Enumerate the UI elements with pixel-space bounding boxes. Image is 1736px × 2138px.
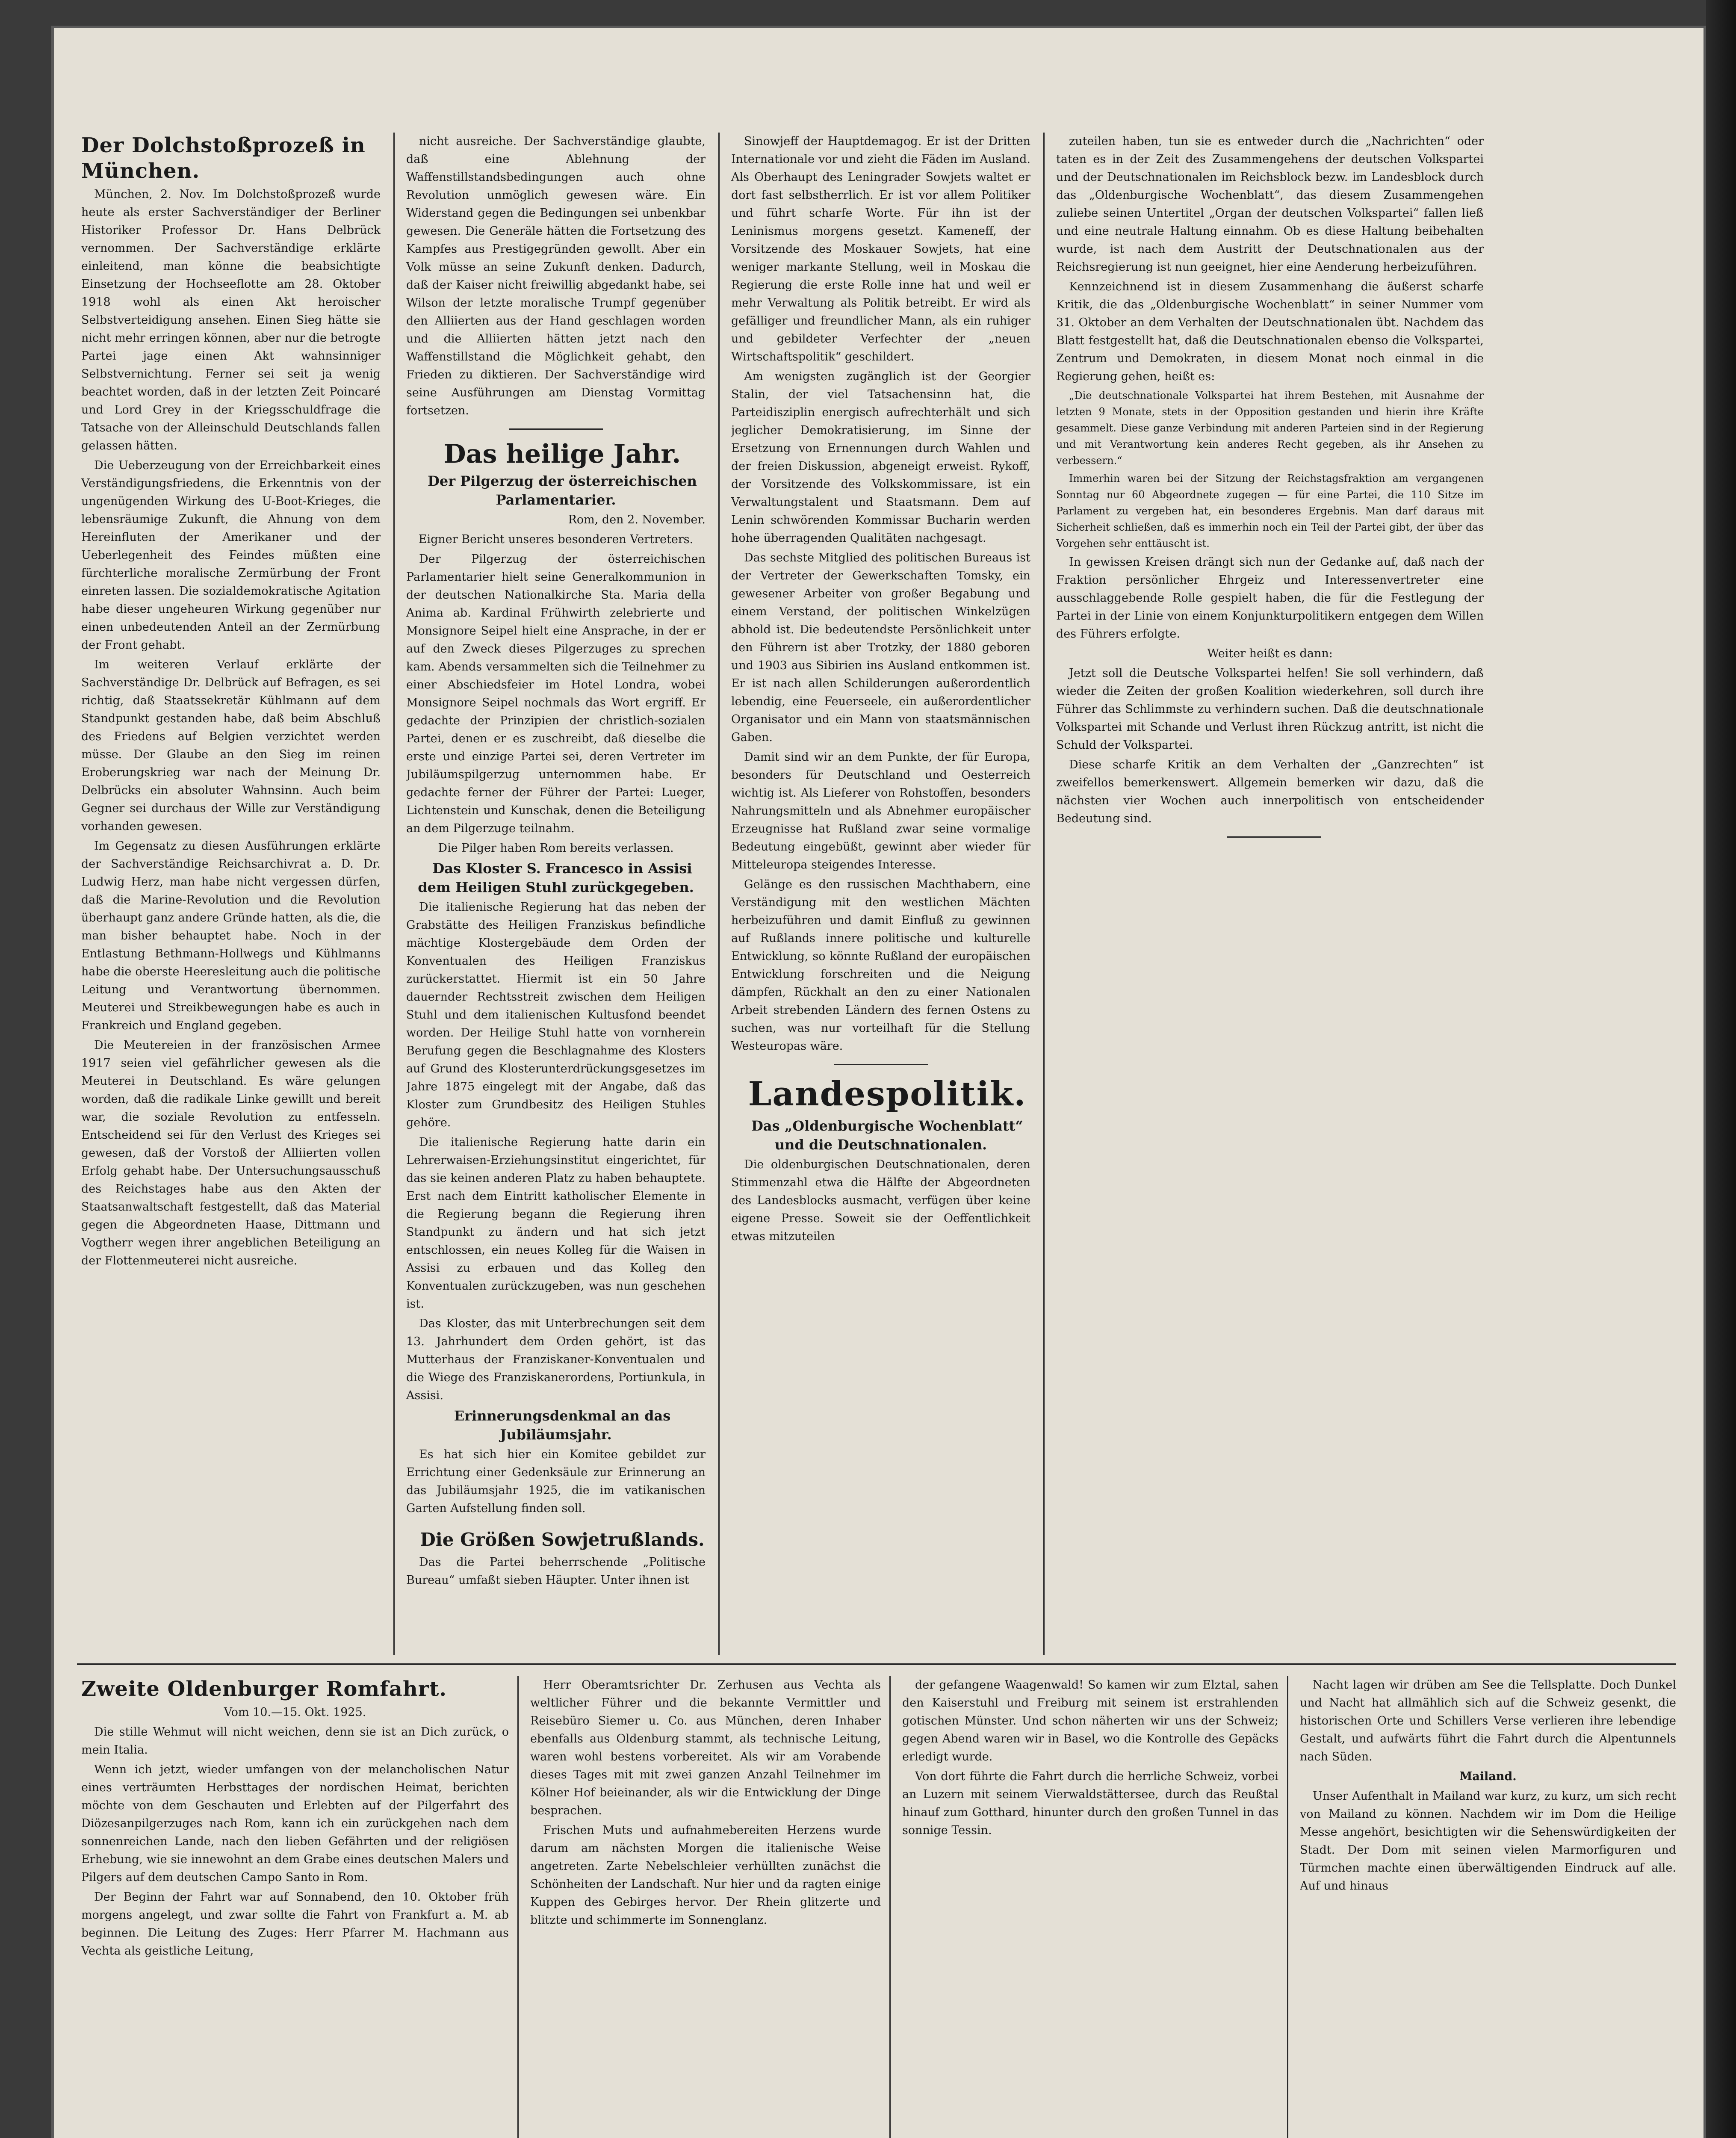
column-3 <box>731 133 1030 1655</box>
column-divider <box>889 1676 891 2138</box>
paragraph: Die Pilger haben Rom bereits verlassen. <box>438 842 674 855</box>
romfahrt-column-3 <box>902 1676 1278 2138</box>
article-separator <box>1227 836 1321 838</box>
subheadline-wochenblatt: Das „Oldenburgische Wochenblatt“ und die Deutschnationalen. <box>751 1118 1023 1153</box>
paragraph: Der Beginn der Fahrt war auf Sonnabend, den 10. Oktober früh morgens angelegt, und zwar sollte die Fahrt von Frankfurt a. M. ab beginnen. Die Leitung des Zuges: Herr Pfarrer M. Hachmann aus Vechta als geistliche Leitung, <box>81 1890 509 1958</box>
paragraph: Der Pilgerzug der österreichischen Parlamentarier hielt seine Generalkommunion in der deutschen Nationalkirche Sta. Maria della Anima ab. Kardinal Frühwirth zelebrierte und Monsignore Seipel hielt eine Ansprache, in der er auf den Zweck dieses Pilgerzuges zu sprechen kam. Abends versammelten sich die Teilnehmer zu einer Abschiedsfeier im Hotel Londra, wobei Monsignore Seipel nochmals das Wort ergriff. Er gedachte der Prinzipien der christlich-sozialen Partei, denen er es zuschreibt, daß dieselbe die erste und einzige Partei sei, deren Vertreter im Jubiläumspilgerzug unternommen habe. Er gedachte ferner der Führer der Partei: Lueger, Lichtenstein und Kunschak, denen die Beteiligung an dem Pilgerzuge teilnahm. <box>406 552 706 835</box>
paragraph: Im Gegensatz zu diesen Ausführungen erklärte der Sachverständige Reichsarchivrat a. D. Dr. Ludwig Herz, man habe nicht vergessen dürfen, daß die Marine-Revolution und die Revolution überhaupt ganz andere Gründe hatten, als die, die man bisher behauptet habe. Noch in der Entlastung Bethmann-Hollwegs und Kühlmanns habe die oberste Heeresleitung auch die politische Leitung und Verantwortung übernommen. Meuterei und Streikbewegungen habe es auch in Frankreich und England gegeben. <box>81 839 381 1032</box>
paragraph: der gefangene Waagenwald! So kamen wir zum Elztal, sahen den Kaiserstuhl und Freiburg mit seinem ist erstrahlenden gotischen Münster. Und schon näherten wir uns der Schweiz; gegen Abend waren wir in Basel, wo die Kontrolle des Gepäcks erledigt wurde. <box>902 1678 1278 1763</box>
column-2 <box>406 133 706 1655</box>
subheadline-pilgerzug: Der Pilgerzug der österreichischen Parlamentarier. <box>428 473 697 508</box>
paragraph: Die oldenburgischen Deutschnationalen, deren Stimmenzahl etwa die Hälfte der Abgeordneten des Landesblocks ausmacht, verfügen über keine eigene Presse. Soweit sie der Oeffentlichkeit etwas mitzuteilen <box>731 1158 1030 1243</box>
romfahrt-column-4 <box>1300 1676 1676 2138</box>
section-divider <box>77 1663 1676 1665</box>
headline-landespolitik: Landespolitik. <box>748 1075 1027 1113</box>
article-separator <box>509 428 603 430</box>
paragraph: München, 2. Nov. Im Dolchstoßprozeß wurde heute als erster Sachverständiger der Berliner Historiker Professor Dr. Hans Delbrück vernommen. Der Sachverständige erklärte einleitend, man könne die beabsichtigte Einsetzung der Hochseeflotte am 28. Oktober 1918 wohl als einen Akt heroischer Selbstverteidigung ansehen. Einen Sieg hätte sie nicht mehr erringen können, aber nur die betrogte Partei jage einen Akt wahnsinniger Selbstvernichtung. Ferner sei seit ja wenig beachtet worden, daß in der letzten Zeit Poincaré und Lord Grey in der Kriegsschuldfrage die Tatsache von der Alleinschuld Deutschlands fallen gelassen hätten. <box>81 188 381 452</box>
paragraph: Am wenigsten zugänglich ist der Georgier Stalin, der viel Tatsachensinn hat, die Parteidisziplin energisch aufrechterhält und sich jeglicher Demokratisierung, im Sinne der Ersetzung von Ernennungen durch Wahlen und der freien Diskussion, abgeneigt erweist. Rykoff, der Vorsitzende des Volkskommissare, ist ein Verwaltungstalent und Staatsmann. Dem auf Lenin schwörenden Kommissar Bucharin werden hohe überragenden Qualitäten nachgesagt. <box>731 370 1030 545</box>
newspaper-page <box>51 26 1706 2138</box>
paragraph: Die stille Wehmut will nicht weichen, denn sie ist an Dich zurück, o mein Italia. <box>81 1725 509 1757</box>
column-divider <box>718 133 720 1655</box>
headline-sowjet: Die Größen Sowjetrußlands. <box>420 1529 705 1550</box>
headline-dolchstoss: Der Dolchstoßprozeß in München. <box>81 133 366 183</box>
paragraph: Die italienische Regierung hat das neben der Grabstätte des Heiligen Franziskus befindliche mächtige Klostergebäude dem Orden der Konventualen des Heiligen Franziskus zurückerstattet. Hiermit ist ein 50 Jahre dauernder Rechtsstreit zwischen dem Heiligen Stuhl und dem italienischen Kultusfond beendet worden. Der Heilige Stuhl hatte von vornherein Berufung gegen die Beschlagnahme des Klosters auf Grund des Klosterunterdrückungsgesetzes im Jahre 1875 eingelegt mit der Angabe, daß das Kloster zum Grundbesitz des Heiligen Stuhles gehöre. <box>406 901 706 1129</box>
headline-heilige-jahr: Das heilige Jahr. <box>443 439 681 469</box>
paragraph: Gelänge es den russischen Machthabern, eine Verständigung mit den westlichen Mächten herbeizuführen und damit Einfluß zu gewinnen auf Rußlands innere politische und kulturelle Entwicklung, so könnte Rußland der europäischen Entwicklung forschreiten und die Neigung dämpfen, Rückhalt an den zu einer Nationalen Arbeit strebenden Ländern des fernen Ostens zu suchen, was nur vorteilhaft für die Stellung Westeuropas wäre. <box>731 878 1030 1053</box>
article-separator <box>834 1064 928 1065</box>
paragraph: Sinowjeff der Hauptdemagog. Er ist der Dritten Internationale vor und zieht die Fäden im Ausland. Als Oberhaupt des Leningrader Sowjets waltet er dort fast selbstherrlich. Er ist vor allem Politiker und führt scharfe Worte. Für ihn ist der Leninismus morgens gesetzt. Kameneff, der Vorsitzende des Moskauer Sowjets, hat eine weniger markante Stellung, weil in Moskau die Regierung die erste Rolle inne hat und weil er mehr Verwaltung als Politik betreibt. Er wird als gefälliger und freundlicher Mann, als ein ruhiger und gebildeter Verfechter der „neuen Wirtschaftspolitik“ geschildert. <box>731 135 1030 363</box>
paragraph: Die Ueberzeugung von der Erreichbarkeit eines Verständigungsfriedens, die Erkenntnis von der ungenügenden Wirkung des U-Boot-Krieges, die lebensräumige Zukunft, die Ahnung von dem Hereinfluten der Amerikaner und der Ueberlegenheit des Feindes müßten eine fürchterliche moralische Zermürbung der Front einreten lassen. Die sozialdemokratische Agitation habe dieser ungeheuren Wirkung gegenüber nur einen unbedeutenden Anteil an der Zermürbung der Front gehabt. <box>81 459 381 652</box>
paragraph: In gewissen Kreisen drängt sich nun der Gedanke auf, daß nach der Fraktion persönlicher Ehrgeiz und Interessenvertreter eine ausschlaggebende Rolle gespielt haben, die für die Festlegung der Partei in der Linie von einem Konjunkturpolitikern entgegen dem Willen des Führers erfolgte. <box>1056 555 1484 641</box>
column-divider <box>517 1676 519 2138</box>
dateline-romfahrt: Vom 10.—15. Okt. 1925. <box>224 1706 366 1719</box>
romfahrt-column-2 <box>530 1676 881 2138</box>
paragraph: Kennzeichnend ist in diesem Zusammenhang die äußerst scharfe Kritik, die das „Oldenburgische Wochenblatt“ in seiner Nummer vom 31. Oktober an dem Verhalten der Deutschnationalen übt. Nachdem das Blatt festgestellt hat, daß die Deutschnationalen ebenso die Volkspartei, Zentrum und Demokraten, in diesem Monat noch einmal in die Regierung gehen, heißt es: <box>1056 280 1484 383</box>
paragraph: Im weiteren Verlauf erklärte der Sachverständige Dr. Delbrück auf Befragen, es sei richtig, daß Staatssekretär Kühlmann auf dem Standpunkt gestanden habe, daß beim Abschluß des Friedens auf Belgien verzichtet werden müsse. Der Glaube an den Sieg im reinen Eroberungskrieg war nach der Meinung Dr. Delbrücks ein absoluter Wahnsinn. Auch beim Gegner sei durchaus der Wille zur Verständigung vorhanden gewesen. <box>81 658 381 833</box>
paragraph: Die Meutereien in der französischen Armee 1917 seien viel gefährlicher gewesen als die Meuterei in Deutschland. Es wäre gelungen worden, daß die radikale Linke gewillt und bereit war, die soziale Revolution zu entfesseln. Entscheidend sei für den Verlust des Krieges sei gewesen, daß der Vorstoß der Alliierten vollen Erfolg gehabt habe. Der Untersuchungsausschuß des Reichstages habe aus den Akten der Staatsanwaltschaft festgestellt, daß das Material gegen die Abgeordneten Haase, Dittmann und Vogtherr wegen ihrer angeblichen Beteiligung an der Flottenmeuterei nicht ausreiche. <box>81 1039 381 1267</box>
paragraph: Immerhin waren bei der Sitzung der Reichstagsfraktion am vergangenen Sonntag nur 60 Abgeordnete zugegen — für eine Partei, die 110 Sitze im Parlament zu vergeben hat, ein besonderes Ergebnis. Man darf daraus mit Sicherheit schließen, daß es immerhin noch ein Teil der Partei gibt, der über das Vorgehen sehr enttäuscht ist. <box>1056 472 1484 549</box>
binding-edge <box>1706 0 1736 2138</box>
paragraph: Frischen Muts und aufnahmebereiten Herzens wurde darum am nächsten Morgen die italienische Weise angetreten. Zarte Nebelschleier verhüllten zunächst die Schönheiten der Landschaft. Nur hier und da ragten einige Kuppen des Gebirges hervor. Der Rhein glitzerte und blitzte und schimmerte im Sonnenglanz. <box>530 1824 881 1927</box>
paragraph: Die italienische Regierung hatte darin ein Lehrerwaisen-Erziehungsinstitut eingerichtet, für das sie keinen anderen Platz zu haben behauptete. Erst nach dem Eintritt katholischer Elemente in die Regierung begann die Regierung ihren Standpunkt zu ändern und hat sich jetzt entschlossen, ein neues Kolleg für die Waisen in Assisi zu erbauen und das Kolleg den Konventualen zurückzugeben, was nun geschehen ist. <box>406 1136 706 1311</box>
headline-kloster: Das Kloster S. Francesco in Assisi dem Heiligen Stuhl zurückgegeben. <box>418 860 694 895</box>
paragraph: Wenn ich jetzt, wieder umfangen von der melancholischen Natur eines verträumten Herbsttages der nordischen Heimat, berichten möchte von dem Geschauten und Erlebten auf der Pilgerfahrt des Diözesanpilgerzuges nach Rom, kann ich ein zurückgehen nach dem sonnenreichen Lande, nach den lieben Gefährten und der religiösen Erhebung, wie sie innewohnt an dem Grabe eines deutschen Malers und Pilgers auf dem deutschen Campo Santo in Rom. <box>81 1763 509 1884</box>
column-divider <box>393 133 395 1655</box>
headline-erinnerung: Erinnerungsdenkmal an das Jubiläumsjahr. <box>454 1408 671 1443</box>
headline-romfahrt: Zweite Oldenburger Romfahrt. <box>81 1677 447 1701</box>
paragraph: Unser Aufenthalt in Mailand war kurz, zu kurz, um sich recht von Mailand zu können. Nachdem wir im Dom die Heilige Messe angehört, besichtigten wir die Sehenswürdigkeiten der Stadt. Der Dom mit seinen vielen Marmorfiguren und Türmchen machte einen überwältigenden Eindruck auf alle. Auf und hinaus <box>1300 1790 1676 1893</box>
paragraph: nicht ausreiche. Der Sachverständige glaubte, daß eine Ablehnung der Waffenstillstandsbedingungen auch ohne Revolution unmöglich gewesen wäre. Ein Widerstand gegen die Bedingungen sei unbenkbar gewesen. Die Generäle hätten die Fortsetzung des Kampfes aus Prestigegründen gewollt. Aber ein Volk müsse an seine Zukunft denken. Dadurch, daß der Kaiser nicht freiwillig abgedankt habe, sei Wilson der letzte moralische Trumpf gegenüber den Alliierten aus der Hand geschlagen worden und die Alliierten hätten jetzt nach den Waffenstillstand die Möglichkeit gehabt, den Frieden zu diktieren. Der Sachverständige wird seine Ausführungen am Dienstag Vormittag fortsetzen. <box>406 135 706 417</box>
paragraph: „Die deutschnationale Volkspartei hat ihrem Bestehen, mit Ausnahme der letzten 9 Monate, stets in der Opposition gestanden und hierin ihre Kräfte gesammelt. Diese ganze Verbindung mit anderen Parteien sind in der Regierung und mit Verantwortung kein anderes Recht gegeben, als ihr Ansehen zu verbessern.“ <box>1056 390 1484 467</box>
paragraph: Herr Oberamtsrichter Dr. Zerhusen aus Vechta als weltlicher Führer und die bekannte Vermittler und Reisebüro Siemer u. Co. aus München, deren Inhaber ebenfalls aus Oldenburg stammt, als technische Leitung, waren wohl bestens vorbereitet. Als wir am Vorabende dieses Tages mit mit zwei ganzen Anzahl Teilnehmer im Kölner Hof beieinander, als wir die Entwicklung der Dinge besprachen. <box>530 1678 881 1817</box>
paragraph: Von dort führte die Fahrt durch die herrliche Schweiz, vorbei an Luzern mit seinem Vierwaldstättersee, durch das Reußtal hinauf zum Gotthard, hinunter durch den großen Tunnel in das sonnige Tessin. <box>902 1770 1278 1837</box>
paragraph: Diese scharfe Kritik an dem Verhalten der „Ganzrechten“ ist zweifellos bemerkenswert. Allgemein bemerken wir dazu, daß die nächsten vier Wochen auch innerpolitisch von entscheidender Bedeutung sind. <box>1056 758 1484 825</box>
byline: Eigner Bericht unseres besonderen Vertreters. <box>418 533 694 546</box>
paragraph: Das sechste Mitglied des politischen Bureaus ist der Vertreter der Gewerkschaften Tomsky, ein gewesener Arbeiter von großer Begabung und einem Verstand, der politischen Winkelzügen abhold ist. Die bedeutendste Persönlichkeit unter den Führern ist aber Trotzky, der 1880 geboren und 1903 aus Sibirien ins Ausland entkommen ist. Er ist nach allen Schilderungen außerordentlich lebendig, eine Feuerseele, ein außerordentlicher Organisator und ein Mann von staatsmännischen Gaben. <box>731 551 1030 744</box>
paragraph: Nacht lagen wir drüben am See die Tellsplatte. Doch Dunkel und Nacht hat allmählich sich auf die Schweiz gesenkt, die historischen Orte und Schillers Verse verlieren ihre lebendige Gestalt, und aufwärts führt die Fahrt durch die Alpentunnels nach Süden. <box>1300 1678 1676 1763</box>
column-divider <box>1287 1676 1288 2138</box>
subheading-mailand: Mailand. <box>1459 1770 1517 1783</box>
paragraph: Das die Partei beherrschende „Politische Bureau“ umfaßt sieben Häupter. Unter ihnen ist <box>406 1556 706 1587</box>
paragraph: Es hat sich hier ein Komitee gebildet zur Errichtung einer Gedenksäule zur Erinnerung an das Jubiläumsjahr 1925, die im vatikanischen Garten Aufstellung finden soll. <box>406 1448 706 1515</box>
paragraph: Das Kloster, das mit Unterbrechungen seit dem 13. Jahrhundert dem Orden gehört, ist das Mutterhaus der Franziskaner-Konventualen und die Wiege des Franziskanerordens, Portiunkula, in Assisi. <box>406 1317 706 1402</box>
paragraph: Weiter heißt es dann: <box>1207 647 1333 660</box>
paragraph: zuteilen haben, tun sie es entweder durch die „Nachrichten“ oder taten es in der Zeit des Zusammengehens der deutschen Volkspartei und der Deutschnationalen im Reichsblock bezw. im Landesblock durch das „Oldenburgische Wochenblatt“, das diesem Zusammengehen zuliebe seinen Untertitel „Organ der deutschen Volkspartei“ fallen ließ und eine neutrale Haltung einnahm. Ob es diese Haltung beibehalten wurde, ist nach dem Austritt der Deutschnationalen aus der Reichsregierung ist nun geeignet, hier eine Aenderung herbeizuführen. <box>1056 135 1484 274</box>
column-divider <box>1043 133 1045 1655</box>
paragraph: Jetzt soll die Deutsche Volkspartei helfen! Sie soll verhindern, daß wieder die Zeiten der großen Koalition wiederkehren, soll durch ihre Führer das Schlimmste zu verhindern suchen. Daß die deutschnationale Volkspartei mit Schande und Verlust ihren Rückzug antritt, ist nicht die Schuld der Volkspartei. <box>1056 667 1484 752</box>
column-1 <box>81 133 381 1612</box>
column-4 <box>1056 133 1484 1655</box>
paragraph: Damit sind wir an dem Punkte, der für Europa, besonders für Deutschland und Oesterreich wichtig ist. Als Lieferer von Rohstoffen, besonders Nahrungsmitteln und als Abnehmer europäischer Erzeugnisse hat Rußland zwar seine vormalige Bedeutung eingebüßt, gewinnt aber wieder für Mitteleuropa steigendes Interesse. <box>731 750 1030 871</box>
dateline-rom: Rom, den 2. November. <box>568 513 706 526</box>
romfahrt-column-1 <box>81 1676 509 2138</box>
